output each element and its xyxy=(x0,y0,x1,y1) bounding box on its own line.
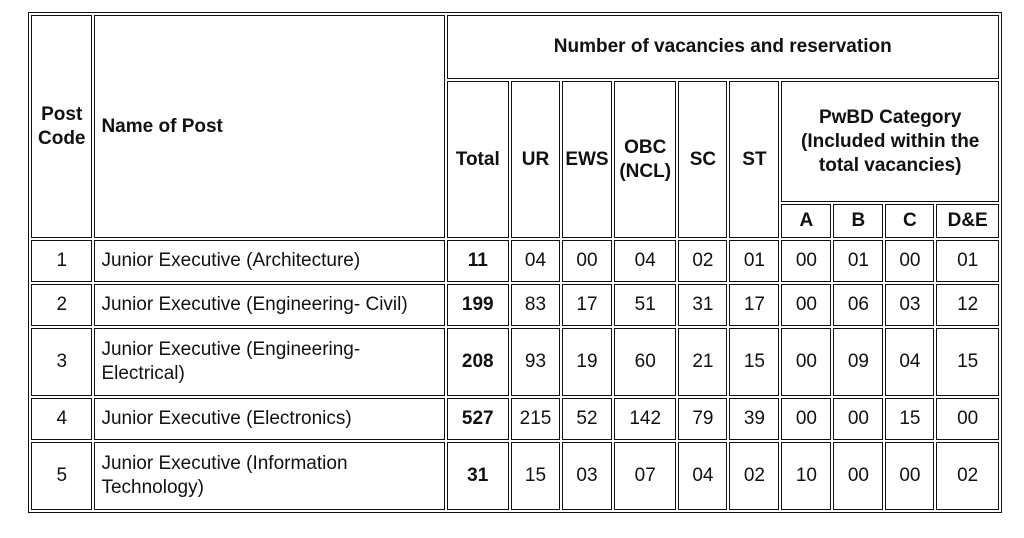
header-pwbd-de: D&E xyxy=(936,204,999,238)
cell-name: Junior Executive (Electronics) xyxy=(94,398,444,440)
cell-a: 00 xyxy=(781,284,831,326)
header-total: Total xyxy=(447,81,510,238)
cell-total: 208 xyxy=(447,328,510,396)
cell-obc: 07 xyxy=(614,442,677,510)
cell-ews: 52 xyxy=(562,398,612,440)
cell-b: 00 xyxy=(833,398,883,440)
cell-b: 01 xyxy=(833,240,883,282)
cell-obc: 142 xyxy=(614,398,677,440)
header-st: ST xyxy=(729,81,779,238)
cell-code: 1 xyxy=(31,240,92,282)
cell-b: 00 xyxy=(833,442,883,510)
cell-c: 03 xyxy=(885,284,934,326)
cell-ews: 19 xyxy=(562,328,612,396)
cell-code: 2 xyxy=(31,284,92,326)
header-obc: OBC (NCL) xyxy=(614,81,677,238)
cell-ews: 00 xyxy=(562,240,612,282)
cell-code: 3 xyxy=(31,328,92,396)
cell-a: 00 xyxy=(781,240,831,282)
cell-ews: 03 xyxy=(562,442,612,510)
cell-sc: 21 xyxy=(678,328,727,396)
cell-st: 39 xyxy=(729,398,779,440)
table-row xyxy=(31,284,999,326)
cell-obc: 60 xyxy=(614,328,677,396)
cell-ews: 17 xyxy=(562,284,612,326)
cell-obc: 04 xyxy=(614,240,677,282)
cell-ur: 15 xyxy=(511,442,560,510)
cell-de: 12 xyxy=(936,284,999,326)
cell-st: 02 xyxy=(729,442,779,510)
header-name-of-post: Name of Post xyxy=(94,15,444,238)
cell-de: 15 xyxy=(936,328,999,396)
header-pwbd: PwBD Category (Included within the total vacancies) xyxy=(781,81,999,202)
vacancy-table xyxy=(28,12,1002,513)
table-row xyxy=(31,328,999,396)
table-row xyxy=(31,442,999,510)
cell-code: 4 xyxy=(31,398,92,440)
cell-name: Junior Executive (Engineering- Civil) xyxy=(94,284,444,326)
header-ews: EWS xyxy=(562,81,612,238)
cell-sc: 02 xyxy=(678,240,727,282)
cell-name: Junior Executive (Information Technology) xyxy=(94,442,444,510)
cell-name: Junior Executive (Architecture) xyxy=(94,240,444,282)
cell-b: 06 xyxy=(833,284,883,326)
cell-de: 02 xyxy=(936,442,999,510)
header-vacancies: Number of vacancies and reservation xyxy=(447,15,1000,79)
header-post-code: Post Code xyxy=(31,15,92,238)
header-pwbd-c: C xyxy=(885,204,934,238)
cell-c: 00 xyxy=(885,442,934,510)
cell-st: 01 xyxy=(729,240,779,282)
cell-code: 5 xyxy=(31,442,92,510)
cell-total: 527 xyxy=(447,398,510,440)
header-pwbd-a: A xyxy=(781,204,831,238)
cell-c: 00 xyxy=(885,240,934,282)
cell-sc: 31 xyxy=(678,284,727,326)
cell-st: 15 xyxy=(729,328,779,396)
vacancy-table-container xyxy=(28,12,1002,513)
cell-ur: 83 xyxy=(511,284,560,326)
table-row xyxy=(31,398,999,440)
header-sc: SC xyxy=(678,81,727,238)
header-ur: UR xyxy=(511,81,560,238)
cell-obc: 51 xyxy=(614,284,677,326)
cell-ur: 215 xyxy=(511,398,560,440)
cell-de: 00 xyxy=(936,398,999,440)
cell-de: 01 xyxy=(936,240,999,282)
cell-name: Junior Executive (Engineering- Electrical) xyxy=(94,328,444,396)
cell-total: 31 xyxy=(447,442,510,510)
cell-a: 10 xyxy=(781,442,831,510)
cell-a: 00 xyxy=(781,328,831,396)
cell-ur: 04 xyxy=(511,240,560,282)
cell-a: 00 xyxy=(781,398,831,440)
cell-c: 15 xyxy=(885,398,934,440)
cell-total: 11 xyxy=(447,240,510,282)
table-row xyxy=(31,240,999,282)
cell-ur: 93 xyxy=(511,328,560,396)
header-pwbd-b: B xyxy=(833,204,883,238)
cell-total: 199 xyxy=(447,284,510,326)
cell-c: 04 xyxy=(885,328,934,396)
cell-st: 17 xyxy=(729,284,779,326)
cell-b: 09 xyxy=(833,328,883,396)
cell-sc: 04 xyxy=(678,442,727,510)
cell-sc: 79 xyxy=(678,398,727,440)
